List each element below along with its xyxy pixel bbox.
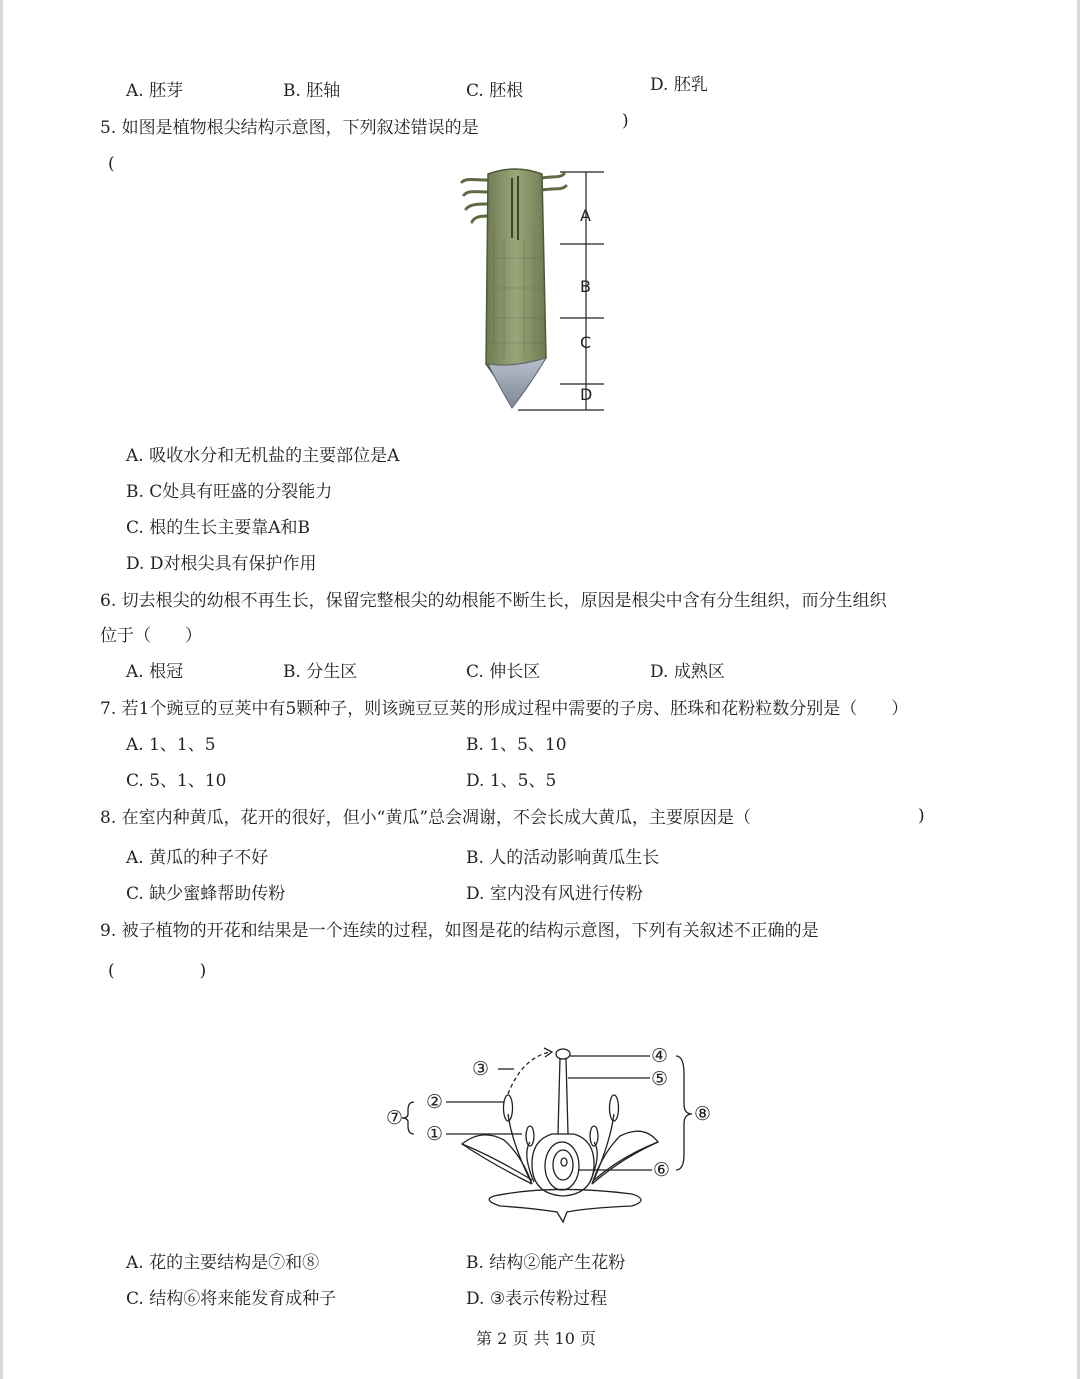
q7-option-a: A. 1、1、5 [126, 735, 216, 755]
q5-paren-open: ( [108, 154, 115, 174]
q8-option-d: D. 室内没有风进行传粉 [466, 884, 643, 904]
root-label-c: C [580, 333, 592, 352]
q9-option-b: B. 结构②能产生花粉 [466, 1253, 626, 1273]
q4-option-c: C. 胚根 [466, 81, 524, 101]
q6-option-d: D. 成熟区 [650, 662, 725, 682]
q9-option-a: A. 花的主要结构是⑦和⑧ [126, 1253, 320, 1273]
root-label-a: A [580, 206, 591, 225]
q5-option-d: D. D对根尖具有保护作用 [126, 554, 317, 574]
flower-label-8: ⑧ [694, 1103, 712, 1125]
q5-option-c: C. 根的生长主要靠A和B [126, 518, 310, 538]
q8-option-c: C. 缺少蜜蜂帮助传粉 [126, 884, 286, 904]
page-edge-left [0, 0, 3, 1379]
style [558, 1058, 568, 1134]
q9-option-d: D. ③表示传粉过程 [466, 1289, 608, 1309]
q9-stem: 9. 被子植物的开花和结果是一个连续的过程，如图是花的结构示意图，下列有关叙述不正确的是 [100, 921, 819, 941]
receptacle [489, 1189, 641, 1222]
q4-option-d: D. 胚乳 [650, 75, 708, 95]
ovule [545, 1142, 579, 1190]
q6-option-c: C. 伸长区 [466, 662, 541, 682]
q5-paren-close: ) [622, 111, 629, 131]
flower-label-2: ② [426, 1091, 444, 1113]
q4-option-b: B. 胚轴 [283, 81, 341, 101]
q7-option-b: B. 1、5、10 [466, 735, 567, 755]
q7-stem: 7. 若1个豌豆的豆荚中有5颗种子，则该豌豆豆荚的形成过程中需要的子房、胚珠和花粉粒数分别是（ ） [100, 699, 909, 719]
q8-option-b: B. 人的活动影响黄瓜生长 [466, 848, 660, 868]
flower-label-1: ① [426, 1123, 444, 1145]
flower-label-4: ④ [651, 1045, 669, 1067]
flower-label-7: ⑦ [386, 1107, 404, 1129]
q9-option-c: C. 结构⑥将来能发育成种子 [126, 1289, 337, 1309]
root-label-b: B [580, 277, 591, 296]
root-cap [488, 358, 546, 408]
brace-8 [676, 1056, 692, 1170]
q5-option-b: B. C处具有旺盛的分裂能力 [126, 482, 333, 502]
ovary [532, 1134, 594, 1196]
q8-paren-close: ) [918, 806, 925, 826]
pollination-arrow [508, 1052, 550, 1094]
q4-option-a: A. 胚芽 [126, 81, 184, 101]
flower-label-6: ⑥ [653, 1159, 671, 1181]
flower-label-3: ③ [472, 1058, 490, 1080]
brace-7 [402, 1102, 414, 1134]
q6-option-b: B. 分生区 [283, 662, 358, 682]
q5-stem: 5. 如图是植物根尖结构示意图，下列叙述错误的是 [100, 118, 479, 138]
flower-label-5: ⑤ [651, 1068, 669, 1090]
q6-option-a: A. 根冠 [126, 662, 184, 682]
q7-option-c: C. 5、1、10 [126, 771, 227, 791]
q9-paren: ( ) [108, 961, 207, 981]
q8-option-a: A. 黄瓜的种子不好 [126, 848, 269, 868]
q8-stem: 8. 在室内种黄瓜，花开的很好，但小“黄瓜”总会凋谢，不会长成大黄瓜，主要原因是（ [100, 808, 752, 828]
q5-option-a: A. 吸收水分和无机盐的主要部位是A [126, 446, 400, 466]
q7-option-d: D. 1、5、5 [466, 771, 557, 791]
page-footer: 第 2 页 共 10 页 [476, 1329, 596, 1348]
root-label-d: D [580, 385, 593, 404]
q6-stem-line2: 位于（ ） [100, 626, 202, 646]
q6-stem-line1: 6. 切去根尖的幼根不再生长，保留完整根尖的幼根能不断生长，原因是根尖中含有分生组织，而分生组织 [100, 591, 887, 611]
stigma [556, 1049, 570, 1059]
